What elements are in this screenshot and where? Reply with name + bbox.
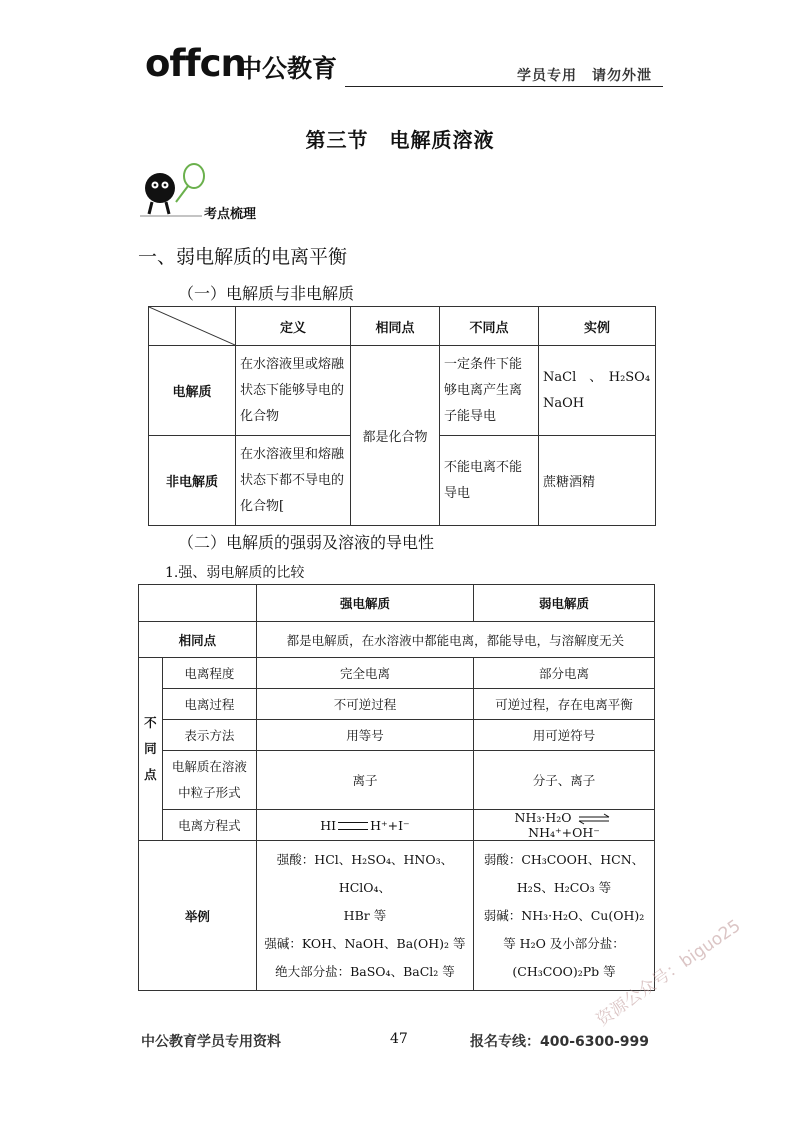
strong-cell: 离子: [256, 751, 473, 810]
equals-arrow-icon: [338, 822, 368, 830]
weak-examples: [474, 841, 655, 991]
header-strong: 强电解质: [256, 585, 473, 622]
strong-example-line: 绝大部分盐：BaSO₄、BaCl₂ 等: [275, 963, 455, 979]
watermark: 资源公众号：biguo25: [592, 915, 745, 1031]
weak-cell: 可逆过程，存在电离平衡: [474, 689, 655, 720]
electrolyte-example: [539, 346, 656, 436]
mascot-icon: [136, 162, 206, 218]
weak-example-line: (CH₃COO)₂Pb 等: [512, 963, 616, 979]
weak-example-line: 弱碱：NH₃·H₂O、Cu(OH)₂: [483, 907, 645, 923]
weak-cell: 分子、离子: [474, 751, 655, 810]
nonelectrolyte-definition: 在水溶液里和熔融状态下都不导电的化合物[: [236, 436, 351, 526]
row-label: 电离程度: [162, 658, 256, 689]
diagonal-header-cell: [149, 307, 236, 346]
diff-label: 不同点: [139, 658, 163, 841]
strong-example-line: HBr 等: [343, 907, 387, 923]
strong-cell: 不可逆过程: [256, 689, 473, 720]
same-label: 相同点: [139, 622, 257, 658]
row-electrolyte-label: 电解质: [149, 346, 236, 436]
nonelectrolyte-diff: 不能电离不能导电: [440, 436, 539, 526]
weak-example-line: H₂S、H₂CO₃ 等: [516, 879, 612, 895]
row-label: 电离过程: [162, 689, 256, 720]
header-definition: 定义: [236, 307, 351, 346]
strong-cell: 用等号: [256, 720, 473, 751]
offcn-logo: offcn: [145, 42, 246, 85]
footer-left-text: 中公教育学员专用资料: [141, 1034, 281, 1050]
header-example: 实例: [539, 307, 656, 346]
eq-right: H⁺+I⁻: [370, 817, 410, 833]
strong-equation: [256, 810, 473, 841]
row-label: 表示方法: [162, 720, 256, 751]
weak-example-line: 等 H₂O 及小部分盐：: [503, 935, 625, 951]
weak-example-line: 弱酸：CH₃COOH、HCN、: [483, 851, 645, 867]
row-label: 电解质在溶液中粒子形式: [162, 751, 256, 810]
strong-examples: [256, 841, 473, 991]
weak-cell: 用可逆符号: [474, 720, 655, 751]
section-title: 第三节 电解质溶液: [305, 128, 495, 152]
common-point: 都是化合物: [351, 346, 440, 526]
weak-equation: [474, 810, 655, 841]
electrolyte-definition: 在水溶液里或熔融状态下能够导电的化合物: [236, 346, 351, 436]
page-number: 47: [390, 1031, 408, 1047]
eq-right: NH₄⁺+OH⁻: [528, 825, 600, 840]
diagonal-line: [149, 307, 235, 345]
empty-corner-cell: [139, 585, 257, 622]
same-text: 都是电解质，在水溶液中都能电离，都能导电，与溶解度无关: [256, 622, 654, 658]
strong-example-line: 强碱：KOH、NaOH、Ba(OH)₂ 等: [264, 935, 466, 951]
header-diff: 不同点: [440, 307, 539, 346]
nonelectrolyte-example: 蔗糖酒精: [539, 436, 656, 526]
strong-weak-comparison-table: [138, 584, 655, 991]
strong-example-line: 强酸：HCl、H₂SO₄、HNO₃、HClO₄、: [276, 851, 454, 895]
row-nonelectrolyte-label: 非电解质: [149, 436, 236, 526]
example-line-1: NaCl 、 H₂SO₄: [543, 369, 651, 385]
example-label: 举例: [139, 841, 257, 991]
weak-cell: 部分电离: [474, 658, 655, 689]
example-line-2: NaOH: [543, 395, 585, 411]
electrolyte-table: [148, 306, 656, 526]
strong-cell: 完全电离: [256, 658, 473, 689]
header-weak: 弱电解质: [474, 585, 655, 622]
eq-left: NH₃·H₂O: [514, 810, 572, 825]
electrolyte-diff: 一定条件下能够电离产生离子能导电: [440, 346, 539, 436]
heading-2b: （二）电解质的强弱及溶液的导电性: [178, 533, 435, 552]
logo-chinese-text: 中公教育: [237, 54, 338, 83]
header-notice: 学员专用 请勿外泄: [517, 68, 652, 84]
heading-1: 一、弱电解质的电离平衡: [138, 246, 348, 268]
header-same: 相同点: [351, 307, 440, 346]
kaodian-label: 考点梳理: [204, 207, 257, 222]
row-label: 电离方程式: [162, 810, 256, 841]
heading-3: 1.强、弱电解质的比较: [165, 565, 305, 581]
heading-2a: （一）电解质与非电解质: [178, 284, 355, 303]
footer-hotline: 报名专线：400-6300-999: [470, 1034, 650, 1050]
header-rule: [345, 86, 663, 87]
reversible-arrow-icon: [577, 813, 611, 825]
eq-left: HI: [320, 817, 337, 833]
